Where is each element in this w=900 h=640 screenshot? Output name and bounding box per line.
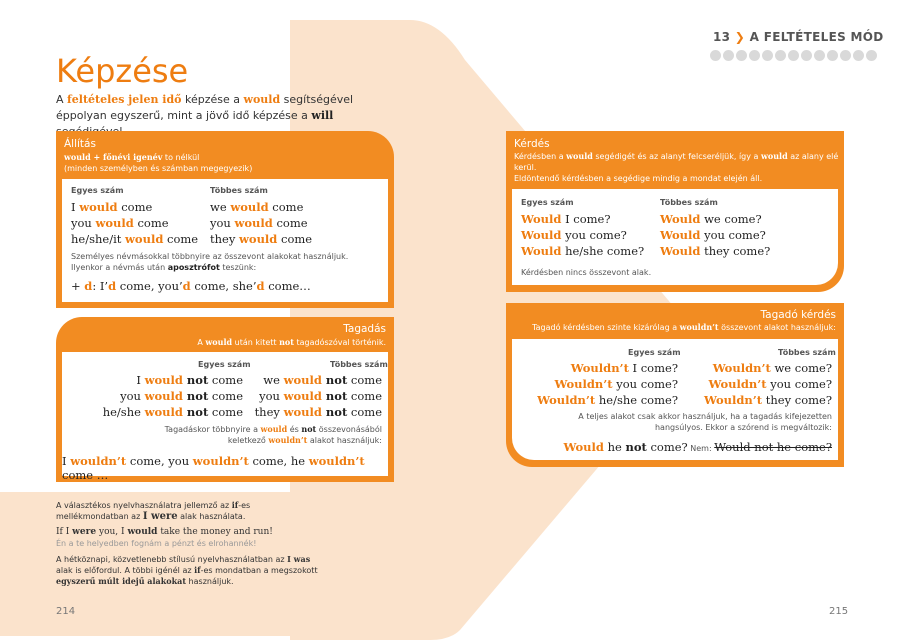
tagado-kerdes-box (506, 303, 844, 467)
tagadas-title: Tagadás (343, 323, 386, 335)
progress-dots (710, 46, 900, 60)
page-title: Képzése (56, 52, 189, 90)
kerdes-note: Kérdésben nincs összevont alak. (521, 268, 652, 277)
plural-forms: we would come you would come they would come (210, 200, 313, 246)
col-label-plural: Többes szám (330, 360, 388, 369)
tagado-kerdes-note: A teljes alakot csak akkor használjuk, ha a tagadás kifejezetten hangsúlyos. Ekkor a szórend is megváltozik: (578, 412, 832, 432)
plural-forms: Would we come? Would you come? Would they come? (660, 212, 771, 258)
kerdes-box (506, 131, 844, 292)
kerdes-table (512, 189, 838, 285)
allitas-title: Állítás (64, 138, 96, 150)
tagadas-subtitle: A would után kitett not tagadószóval történik. (197, 337, 386, 347)
page-number-left: 214 (56, 606, 76, 617)
tagado-kerdes-table (512, 339, 838, 460)
allitas-box (56, 131, 394, 308)
example-translation: Én a te helyedben fognám a pénzt és elrohannék! (56, 539, 257, 548)
example-sentence: If I were you, I would take the money and run! (56, 527, 273, 537)
tagado-kerdes-title: Tagadó kérdés (760, 309, 836, 321)
singular-forms: Wouldn’t I come? Wouldn’t you come? Wouldn’t he/she come? (537, 361, 678, 407)
tagadas-note: Tagadáskor többnyire a would és not összevonásából keletkező wouldn’t alakot használjuk: (164, 424, 382, 445)
col-label-singular: Egyes szám (71, 186, 124, 195)
chapter-number: 13 (713, 30, 731, 44)
col-label-plural: Többes szám (778, 348, 836, 357)
tagado-kerdes-example: Would he not come? Nem: Would not he come? (563, 440, 832, 454)
allitas-rule2: (minden személyben és számban megegyezik) (64, 164, 253, 173)
chapter-heading (713, 30, 884, 44)
chevron-right-icon: ❯ (734, 30, 746, 44)
allitas-note: Személyes névmásokkal többnyire az összevont alakokat használjuk. Ilyenkor a névmás után aposztrófot teszünk: (71, 252, 349, 272)
singular-forms: Would I come? Would you come? Would he/she come? (521, 212, 645, 258)
singular-forms: I would not come you would not come he/she would not come (102, 373, 243, 419)
bottom-note: A választékos nyelvhasználatra jellemző az if-es mellékmondatban az I were alak használata. If I were you, I would take the money and run! Én a te helyedben fognám a pénzt és elrohannék! A hétköznapi, közvetlenebb stílusú nyelvhasználatban az I was alak is előfordul. A többi igénél az if-es mondatban a megszokott egyszerű múlt idejű alakokat használjuk. (56, 500, 326, 587)
chapter-title: A FELTÉTELES MÓD (749, 30, 884, 44)
tagado-kerdes-subtitle: Tagadó kérdésben szinte kizárólag a wouldn’t összevont alakot használjuk: (532, 322, 836, 332)
col-label-plural: Többes szám (210, 186, 268, 195)
col-label-singular: Egyes szám (628, 348, 681, 357)
tagadas-example: I wouldn’t come, you wouldn’t come, he wouldn’t come … (62, 454, 365, 482)
tagadas-table (62, 352, 388, 482)
col-label-plural: Többes szám (660, 198, 718, 207)
plural-forms: we would not come you would not come they would not come (254, 373, 382, 419)
col-label-singular: Egyes szám (198, 360, 251, 369)
intro-text: A feltételes jelen idő képzése a would segítségével éppolyan egyszerű, mint a jövő idő képzése a will (56, 93, 354, 122)
singular-forms: I would come you would come he/she/it would come (71, 200, 199, 246)
tagadas-box (56, 317, 394, 482)
allitas-example: + d: I’d come, you’d come, she’d come… (71, 279, 311, 293)
plural-forms: Wouldn’t we come? Wouldn’t you come? Wouldn’t they come? (704, 361, 832, 407)
col-label-singular: Egyes szám (521, 198, 574, 207)
allitas-rule: would + főnévi igenév to nélkül (64, 152, 200, 162)
allitas-table (62, 179, 388, 302)
kerdes-rule: Kérdésben a would segédigét és az alanyt felcseréljük, így a would az alany elé kerül. Eldöntendő kérdésben a segédige mindig a mondat elején áll. (514, 151, 839, 183)
page-number-right: 215 (829, 606, 849, 617)
kerdes-title: Kérdés (514, 138, 550, 150)
